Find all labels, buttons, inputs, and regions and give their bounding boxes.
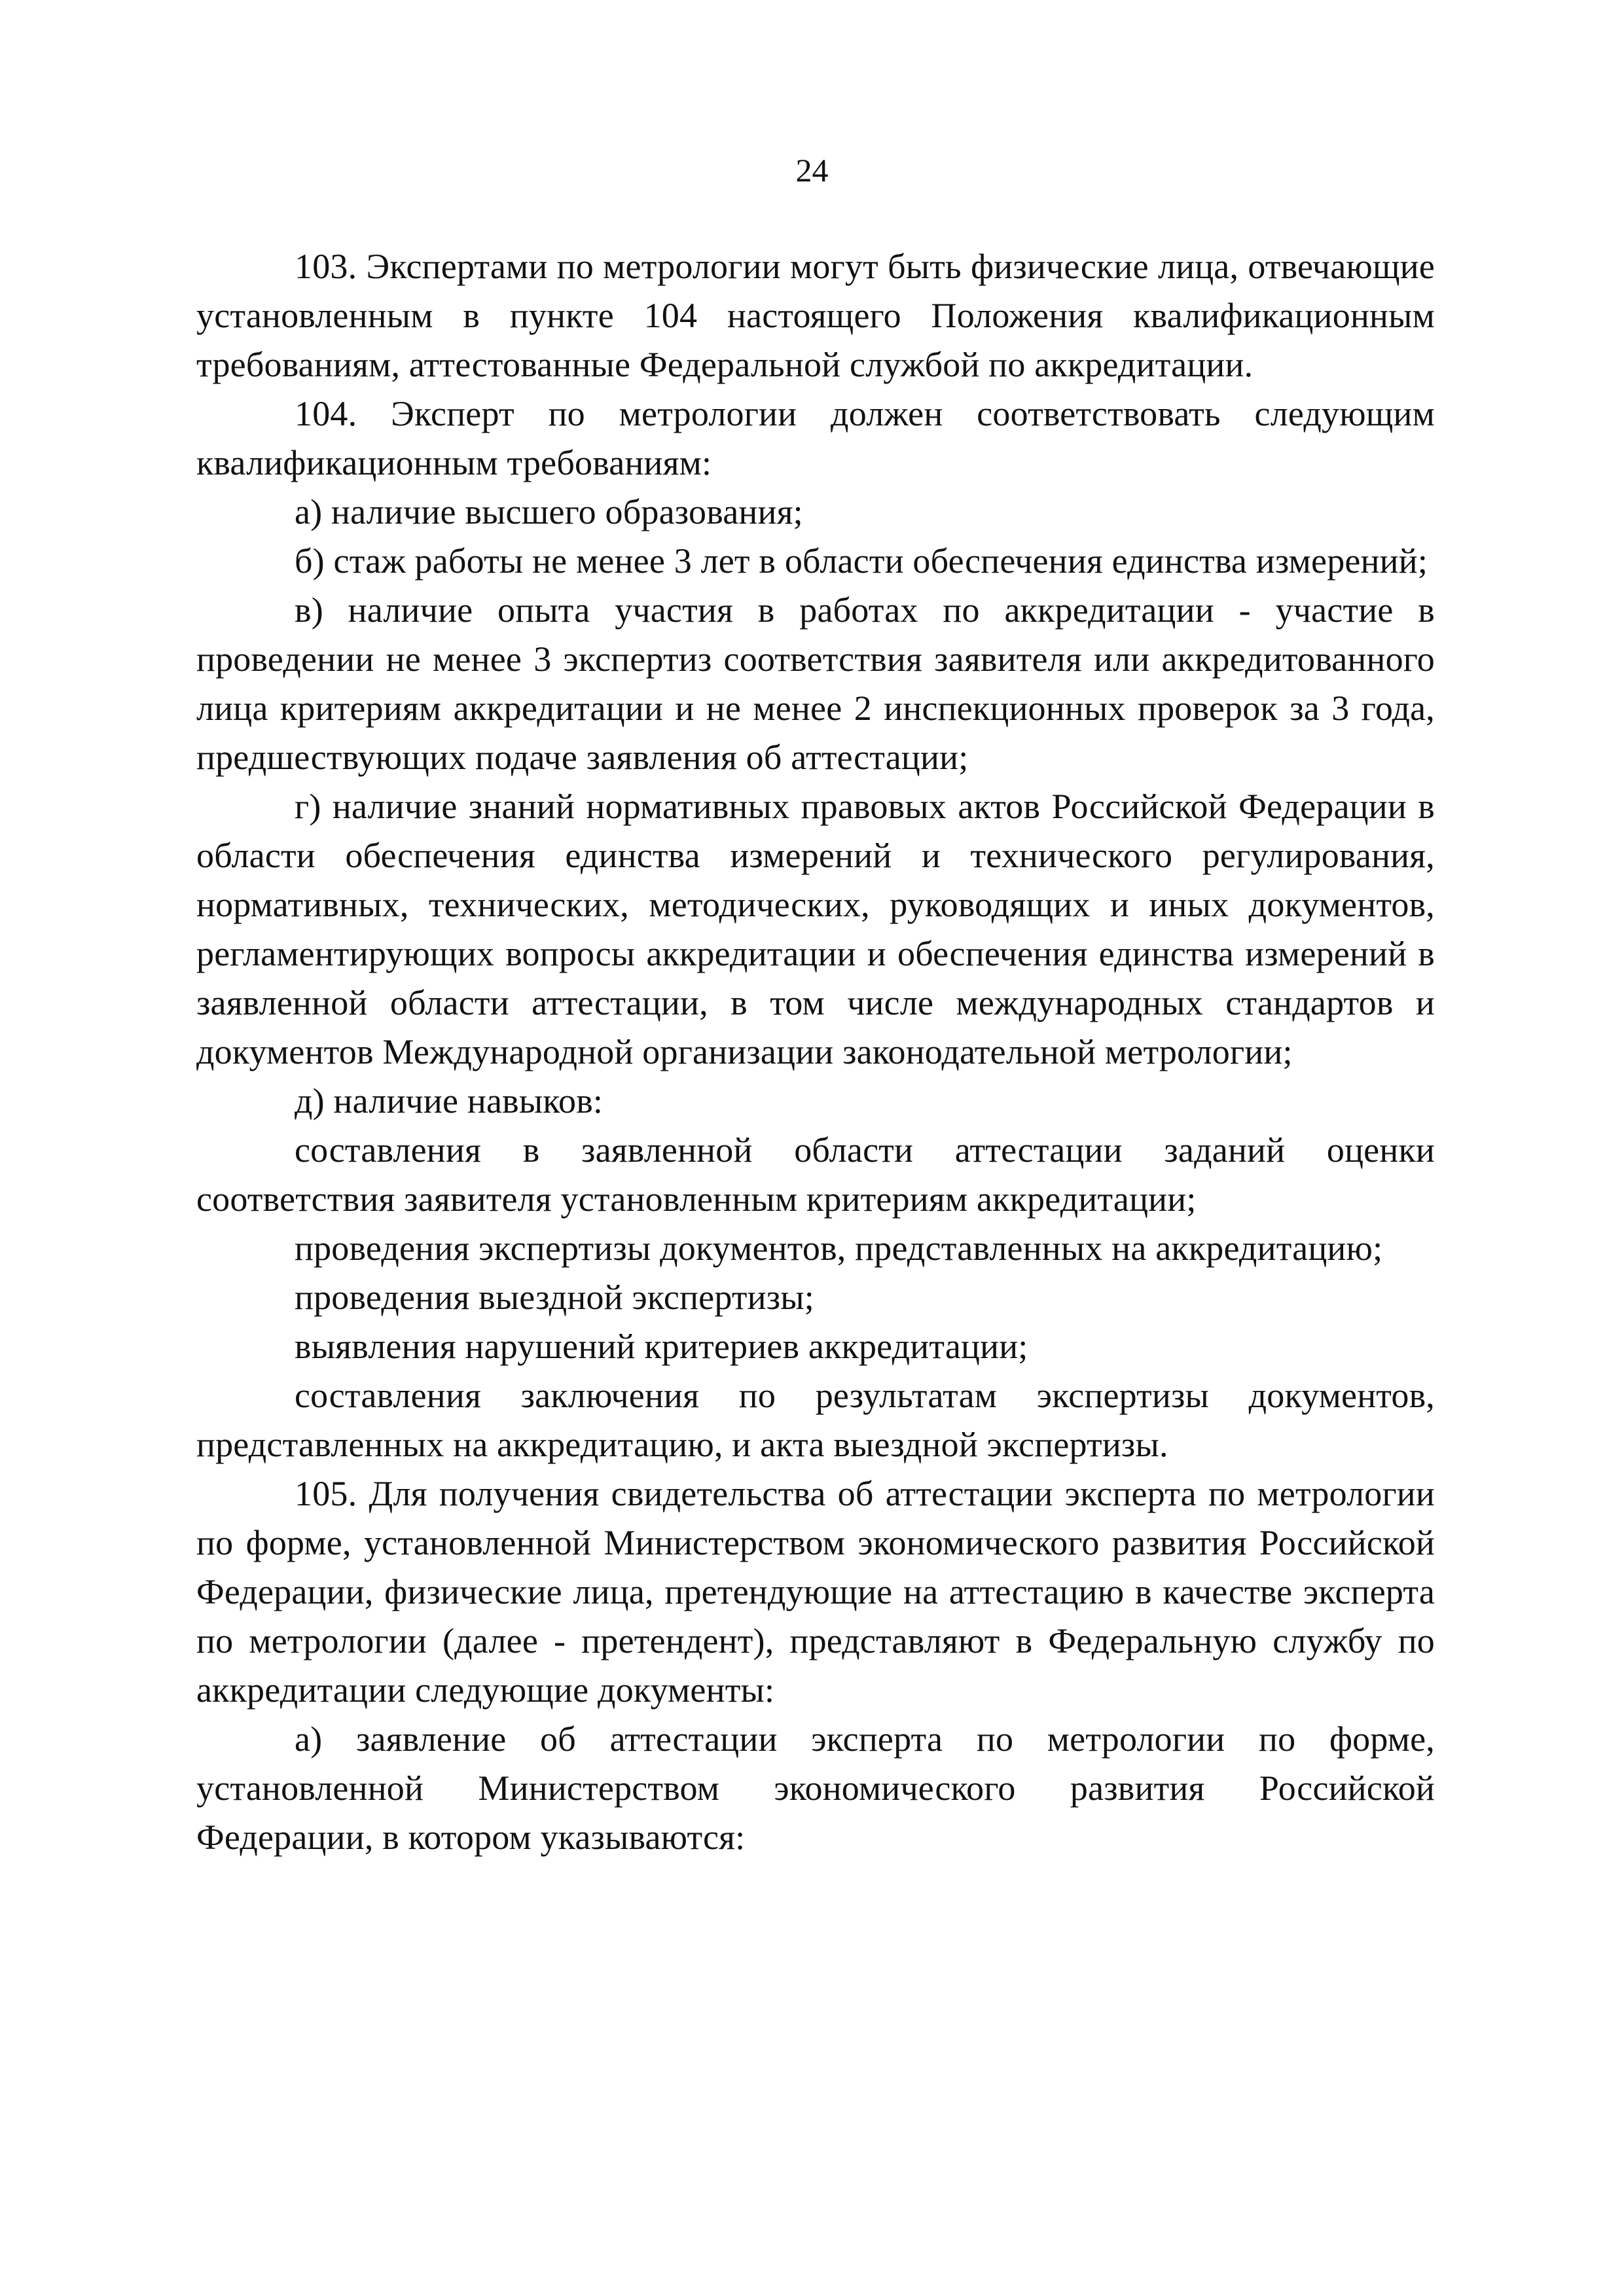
skill-item: проведения выездной экспертизы; xyxy=(295,1278,814,1317)
paragraph-105: 105. Для получения свидетельства об аттестации эксперта по метрологии по форме, установленной Министерством экономического развития Российской Федерации, физические лица, претендующие на аттестацию в качестве эксперта по метрологии (далее - претендент), представляют в Федеральную службу по аккредитации следующие документы: xyxy=(196,1474,1435,1710)
skill-item: составления заключения по результатам экспертизы документов, представленных на аккредитацию, и акта выездной экспертизы. xyxy=(196,1376,1435,1464)
paragraph-104-g: г) наличие знаний нормативных правовых актов Российской Федерации в области обеспечения единства измерений и технического регулирования, нормативных, технических, методических, руководящих и иных документов, регламентирующих вопросы аккредитации и обеспечения единства измерений в заявленной области аттестации, в том числе международных стандартов и документов Международной организации законодательной метрологии; xyxy=(196,787,1435,1071)
skill-item: выявления нарушений критериев аккредитации; xyxy=(295,1327,1028,1366)
paragraph-105-a: а) заявление об аттестации эксперта по метрологии по форме, установленной Министерством экономического развития Российской Федерации, в котором указываются: xyxy=(196,1719,1435,1857)
skill-item: проведения экспертизы документов, представленных на аккредитацию; xyxy=(295,1229,1383,1268)
paragraph-104: 104. Эксперт по метрологии должен соответствовать следующим квалификационным требованиям: xyxy=(196,394,1435,482)
paragraph-104-a: а) наличие высшего образования; xyxy=(295,492,803,531)
paragraph-103: 103. Экспертами по метрологии могут быть физические лица, отвечающие установленным в пункте 104 настоящего Положения квалификационным требованиям, аттестованные Федеральной службой по аккредитации. xyxy=(196,247,1435,384)
paragraph-104-b: б) стаж работы не менее 3 лет в области обеспечения единства измерений; xyxy=(295,541,1428,581)
paragraph-104-v: в) наличие опыта участия в работах по аккредитации - участие в проведении не менее 3 экспертиз соответствия заявителя или аккредитованного лица критериям аккредитации и не менее 2 инспекционных проверок за 3 года, предшествующих подаче заявления об аттестации; xyxy=(196,590,1435,777)
page-number: 24 xyxy=(795,152,829,188)
skill-item: составления в заявленной области аттестации заданий оценки соответствия заявителя установленным критериям аккредитации; xyxy=(196,1130,1435,1219)
paragraph-104-d: д) наличие навыков: xyxy=(295,1081,604,1121)
document-body xyxy=(196,242,1435,1862)
